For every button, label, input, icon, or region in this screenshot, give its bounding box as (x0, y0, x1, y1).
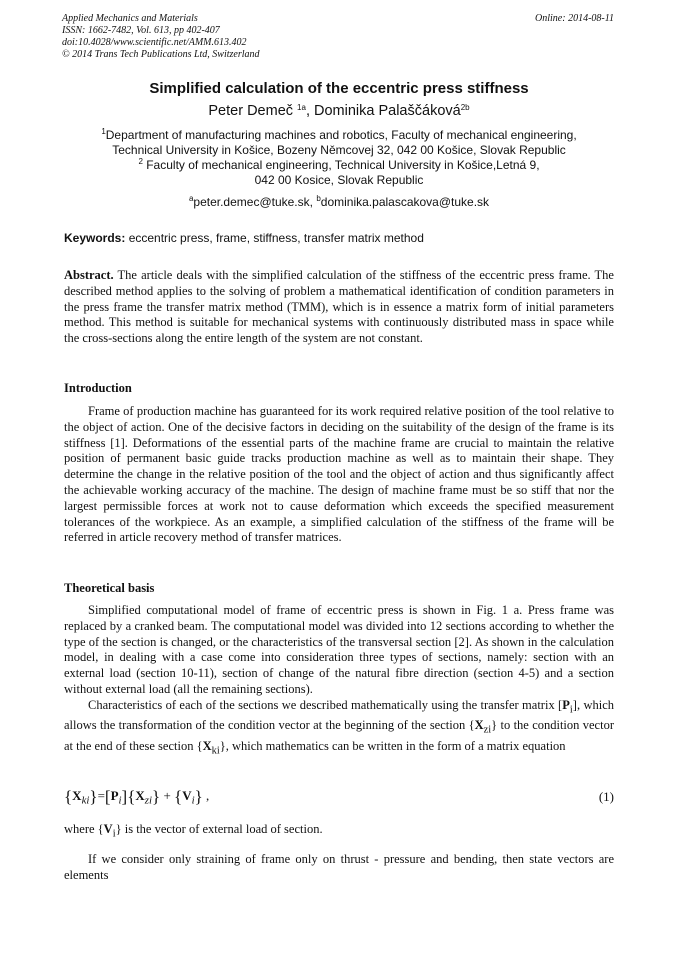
abstract-label: Abstract. (64, 268, 114, 282)
journal-name: Applied Mechanics and Materials (62, 13, 198, 24)
where-symbol-v: V (103, 822, 113, 836)
email-line (0, 195, 678, 210)
where-line (64, 822, 614, 842)
email-a: peter.demec@tuke.sk (193, 195, 310, 209)
abstract (64, 268, 614, 347)
p2-sub-zi: zi (483, 724, 492, 736)
theory-paragraph-2 (64, 698, 614, 759)
paper-title: Simplified calculation of the eccentric press stiffness (149, 80, 529, 97)
where-text-b: } is the vector of external load of section. (115, 822, 323, 836)
p2-symbol-x-end: X (202, 738, 212, 753)
author-1-affil: 1a (297, 103, 306, 112)
p2-text-d: }, which mathematics can be written in the form of a matrix equation (219, 738, 566, 753)
keywords-text: eccentric press, frame, stiffness, transfer matrix method (125, 231, 424, 245)
theory-paragraph-1: Simplified computational model of frame of eccentric press is shown in Fig. 1 a. Press frame was replaced by a cranked beam. The computational model was divided into 12 sections according to whether the type of the section is changed, or the characteristics of the transversal section [2]. As shown in the calculation model, in dealing with a case come into consideration three types of sections, namely: section with an external load (section 10-11), section of change of the natural fibre direction (section 4-5) and a section without external load (all the remaining sections). (64, 603, 614, 696)
author-2: Dominika Palaščáková (314, 103, 461, 119)
journal-header (62, 13, 260, 61)
affiliation-2-line-1: Faculty of mechanical engineering, Technical University in Košice,Letná 9, (142, 158, 540, 172)
equation-number: (1) (598, 789, 614, 804)
equation-body: $\{X_{ki}\}=[P_i]\{X_{zi}\} + \{V_i\}$ , (64, 787, 210, 807)
email-separator: , (309, 195, 317, 209)
introduction-heading: Introduction (64, 381, 132, 395)
p2-text-b: ], which allows the transformation of the condition vector at the beginning of the section { (64, 698, 614, 733)
keywords (64, 231, 624, 246)
author-list (0, 102, 678, 120)
where-text-a: where { (64, 822, 104, 836)
email-a-sup: a (188, 194, 194, 203)
theory-paragraph-3: If we consider only straining of frame only on thrust - pressure and bending, then state vectors are elements (64, 852, 614, 882)
p2-symbol-p: P (562, 698, 570, 712)
affiliations (40, 128, 638, 188)
p2-symbol-x-start: X (474, 718, 484, 733)
p2-sub-ki: ki (211, 745, 220, 757)
where-sub-i: i (112, 828, 116, 840)
keywords-label: Keywords: (64, 231, 126, 245)
copyright-line: © 2014 Trans Tech Publications Ltd, Switzerland (62, 49, 260, 60)
theory-heading: Theoretical basis (64, 581, 155, 595)
author-separator: , (305, 103, 315, 119)
author-1: Peter Demeč (208, 103, 294, 119)
online-date: Online: 2014-08-11 (535, 13, 614, 24)
affiliation-2-line-2: 042 00 Kosice, Slovak Republic (254, 173, 424, 187)
affiliation-1-sup: 1 (101, 127, 106, 136)
abstract-text: The article deals with the simplified calculation of the stiffness of the eccentric press frame. The described method applies to the solving of problem a mathematical identification of condition parameters in the press frame the transfer matrix method (TMM), which is in essence a matrix form of initial parameters method. This method is suitable for mechanical systems with continuously distributed mass in space while the cross-sections along the entire length of the system are not constant. (64, 268, 614, 346)
issn-line: ISSN: 1662-7482, Vol. 613, pp 402-407 (62, 25, 220, 36)
introduction-paragraph: Frame of production machine has guaranteed for its work required relative position of the tool relative to the object of action. One of the decisive factors in deciding on the suitability of the design of the frame is its stiffness [1]. Deformations of the essential parts of the machine frame are crucial to maintain the relative position of permanent basic guide tracks production machine as well as to maintain their shape. They determine the change in the relative position of the tool and the object of action and thus significantly affect the achievable working accuracy of the machine. The design of machine frame must be so stiff that nor the largest permissible forces at work not to cause deformation which exceeds the specified measurement tolerances of the workpiece. As an example, a simplified calculation of the stiffness of the frame will be referred in article recovery method of transfer matrices. (64, 404, 614, 545)
p2-sub-i: i (569, 704, 573, 716)
doi-line: doi:10.4028/www.scientific.net/AMM.613.402 (62, 37, 247, 48)
affiliation-2-sup: 2 (138, 157, 143, 166)
email-b-sup: b (316, 194, 321, 203)
affiliation-2 (40, 158, 638, 173)
affiliation-1-line-1: Department of manufacturing machines and robotics, Faculty of mechanical engineering, (105, 128, 577, 142)
affiliation-1 (40, 128, 638, 143)
equation-1 (64, 787, 614, 807)
affiliation-1-line-2: Technical University in Košice, Bozeny Němcovej 32, 042 00 Košice, Slovak Republic (112, 143, 566, 157)
author-2-affil: 2b (460, 103, 470, 112)
p2-text-a: Characteristics of each of the sections we described mathematically using the transfer matrix [ (88, 698, 563, 712)
email-b: dominika.palascakova@tuke.sk (320, 195, 490, 209)
p2-text-c: } to the condition vector at the end of these section { (64, 718, 614, 753)
